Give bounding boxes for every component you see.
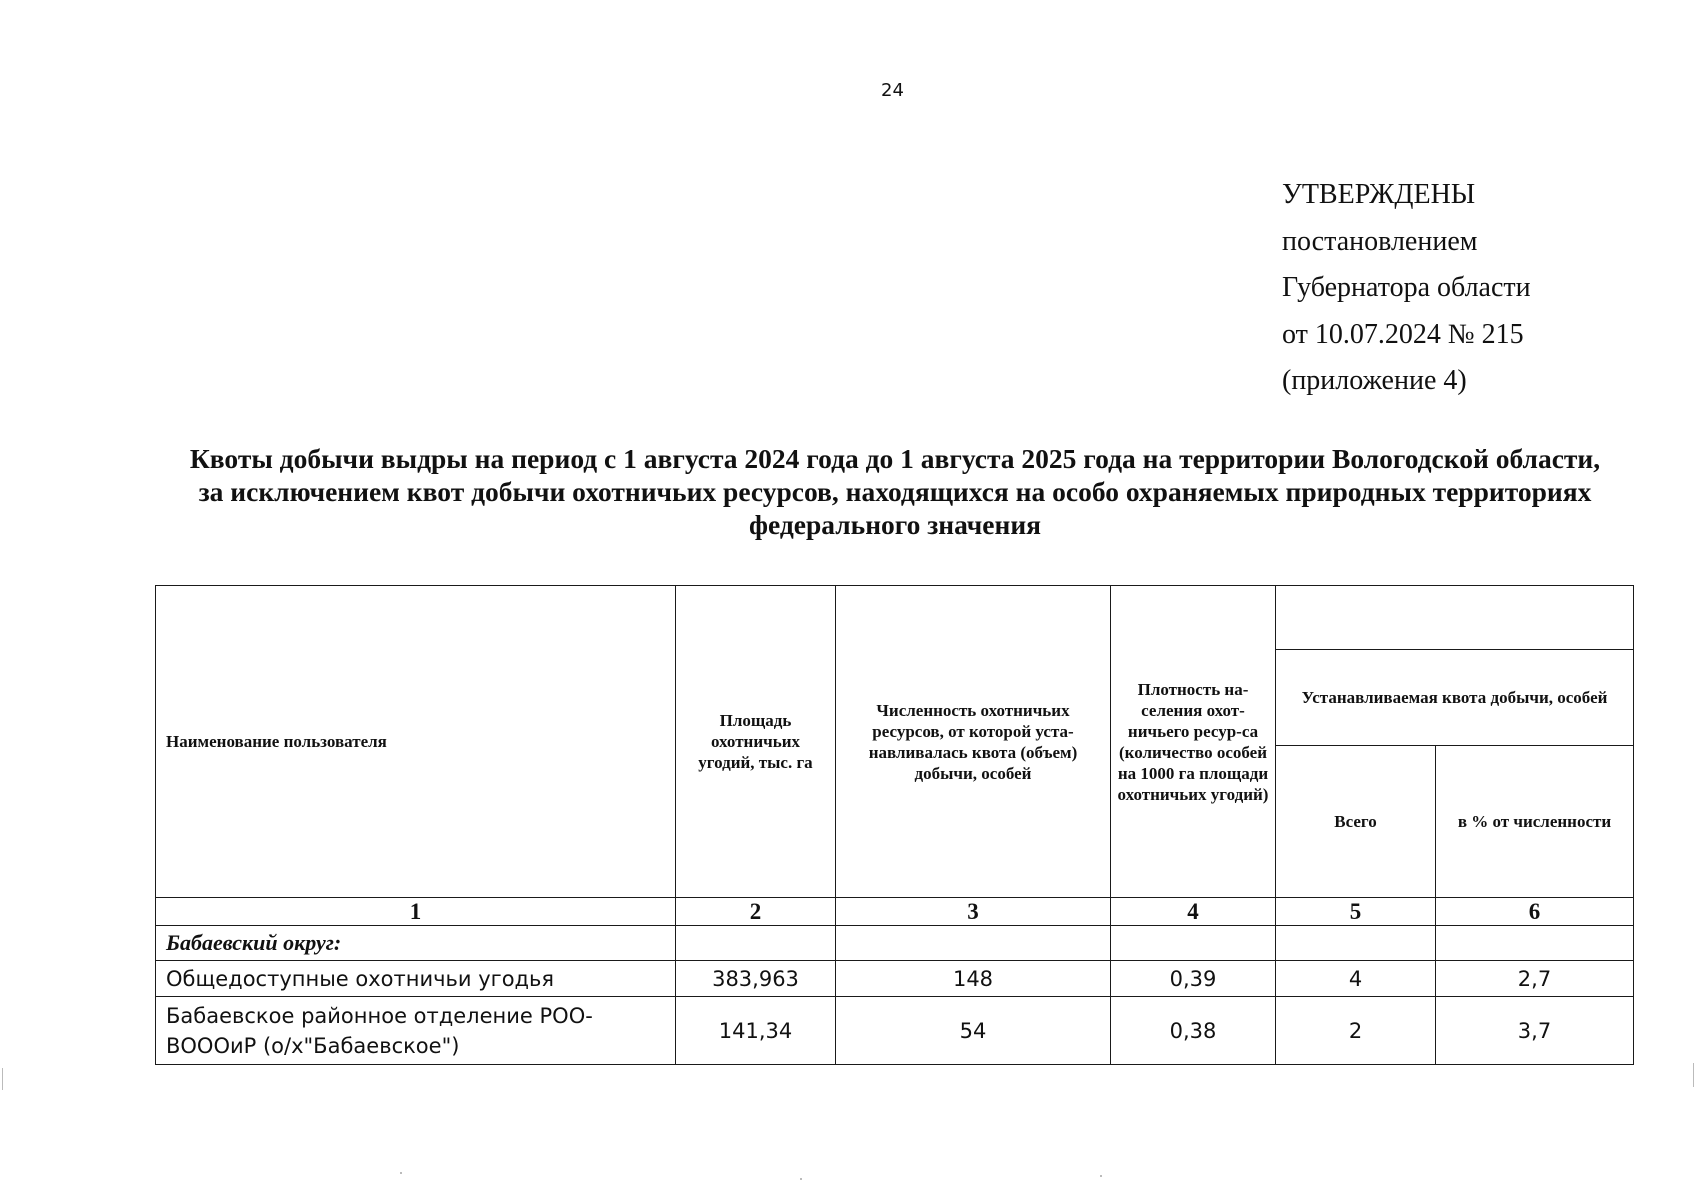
section-row — [156, 926, 1634, 961]
row-area: 383,963 — [676, 961, 836, 997]
approval-block — [1282, 172, 1531, 405]
scan-artifact — [400, 1172, 402, 1174]
column-number: 1 — [156, 898, 676, 926]
row-user-name: Общедоступные охотничьи угодья — [156, 961, 676, 997]
row-quota-total: 4 — [1276, 961, 1436, 997]
empty-cell — [836, 926, 1111, 961]
approval-line: Губернатора области — [1282, 272, 1531, 303]
scan-artifact — [1100, 1175, 1102, 1177]
title-line: за исключением квот добычи охотничьих ресурсов, находящихся на особо охраняемых природных территориях — [198, 476, 1592, 507]
approval-heading: УТВЕРЖДЕНЫ — [1282, 179, 1476, 210]
header-area: Площадь охотничьих угодий, тыс. га — [676, 586, 836, 898]
header-quota-group: Устанавливаемая квота добычи, особей — [1276, 650, 1634, 746]
row-population: 148 — [836, 961, 1111, 997]
table-row — [156, 961, 1634, 997]
empty-cell — [676, 926, 836, 961]
scan-artifact — [2, 1068, 3, 1090]
column-number-row — [156, 898, 1634, 926]
approval-line: постановлением — [1282, 225, 1478, 257]
row-area: 141,34 — [676, 997, 836, 1065]
column-number: 5 — [1276, 898, 1436, 926]
header-empty-cell — [1276, 586, 1634, 650]
scan-artifact — [1693, 1063, 1694, 1087]
row-user-name: Бабаевское районное отделение РОО-ВОООиР (о/х"Бабаевское") — [156, 997, 676, 1065]
approval-appendix: (приложение 4) — [1282, 365, 1467, 396]
empty-cell — [1436, 926, 1634, 961]
column-number: 6 — [1436, 898, 1634, 926]
header-row — [156, 586, 1634, 650]
header-total: Всего — [1276, 746, 1436, 898]
header-user-name: Наименование пользователя — [156, 586, 676, 898]
column-number: 3 — [836, 898, 1111, 926]
row-quota-percent: 3,7 — [1436, 997, 1634, 1065]
table-row — [156, 997, 1634, 1065]
title-line: федерального значения — [748, 509, 1042, 540]
row-population: 54 — [836, 997, 1111, 1065]
header-percent: в % от численности — [1436, 746, 1634, 898]
approval-date-number: от 10.07.2024 № 215 — [1282, 318, 1524, 350]
row-density: 0,38 — [1111, 997, 1276, 1065]
document-title — [160, 442, 1630, 541]
quota-table — [155, 585, 1634, 1065]
column-number: 4 — [1111, 898, 1276, 926]
empty-cell — [1276, 926, 1436, 961]
empty-cell — [1111, 926, 1276, 961]
title-line: Квоты добычи выдры на период с 1 августа 2024 года до 1 августа 2025 года на территории Вологодской области, — [189, 443, 1601, 474]
row-quota-percent: 2,7 — [1436, 961, 1634, 997]
header-density: Плотность на-селения охот-ничьего ресур-са (количество особей на 1000 га площади охотничьих угодий) — [1111, 586, 1276, 898]
scan-artifact — [800, 1178, 802, 1180]
page-number: 24 — [881, 80, 904, 101]
section-label: Бабаевский округ: — [156, 926, 676, 961]
header-population: Численность охотничьих ресурсов, от которой уста-навливалась квота (объем) добычи, особей — [836, 586, 1111, 898]
row-quota-total: 2 — [1276, 997, 1436, 1065]
column-number: 2 — [676, 898, 836, 926]
row-density: 0,39 — [1111, 961, 1276, 997]
